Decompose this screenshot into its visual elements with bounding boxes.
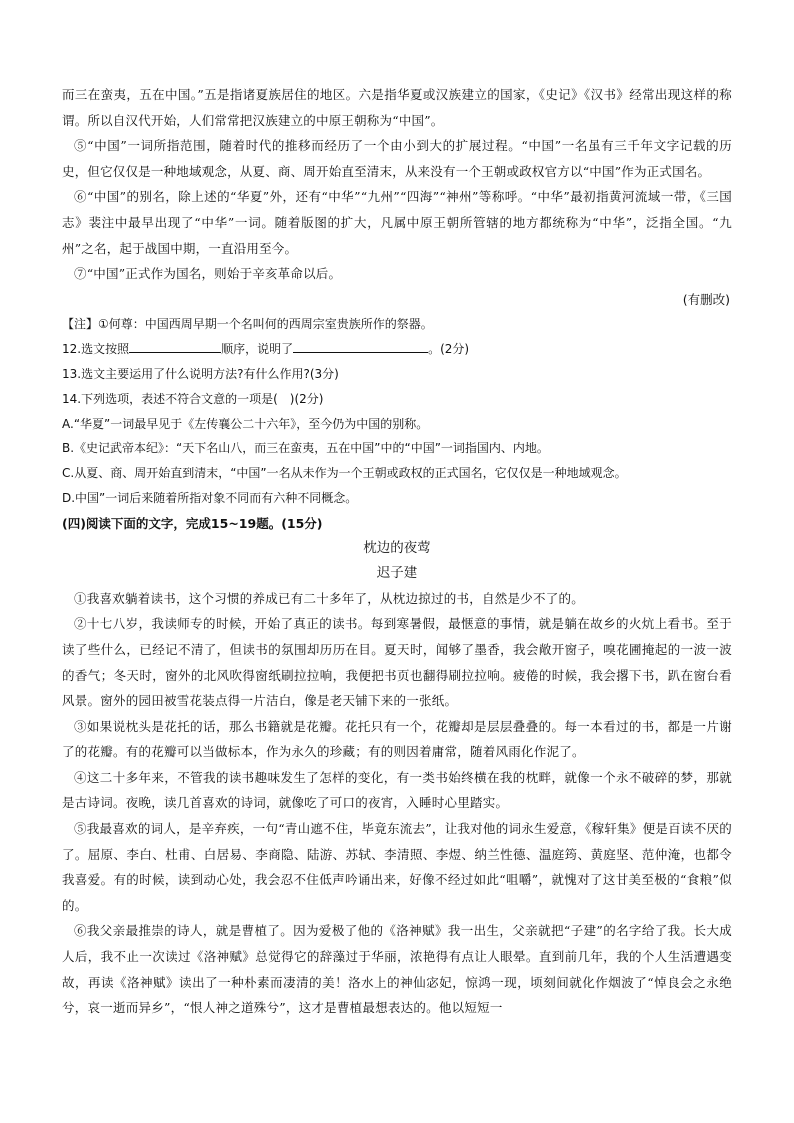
essay-paragraph: ⑥我父亲最推崇的诗人，就是曹植了。因为爱极了他的《洛神赋》我一出生，父亲就把“子建”的名字给了我。长大成人后，我不止一次读过《洛神赋》总觉得它的辞藻过于华丽，浓艳得有点让人眼晕。直到前几年，我的个人生活遭遇变故，再读《洛神赋》读出了一种朴素而凄清的美！洛水上的神仙宓妃，惊鸿一现，顷刻间就化作烟波了“悼良会之永绝兮，哀一逝而异乡”，“恨人神之道殊兮”，这才是曹植最想表达的。他以短短一 [62, 923, 732, 1016]
essay-title: 枕边的夜莺 [363, 539, 431, 556]
passage-paragraph: 而三在蛮夷，五在中国。”五是指诸夏族居住的地区。六是指华夏或汉族建立的国家，《史记》《汉书》经常出现这样的称谓。所以自汉代开始，人们常常把汉族建立的中原王朝称为“中国”。 [62, 87, 732, 128]
annotation-note: 【注】①何尊：中国西周早期一个名叫何的西周宗室贵族所作的祭器。 [62, 317, 433, 332]
essay-paragraph: ⑤我最喜欢的词人，是辛弃疾，一句“青山遮不住，毕竟东流去”，让我对他的词永生爱意，《稼轩集》便是百读不厌的了。屈原、李白、杜甫、白居易、李商隐、陆游、苏轼、李清照、李煜、纳兰性德、温庭筠、黄庭坚、范仲淹，也都令我喜爱。有的时候，读到动心处，我会忍不住低声吟诵出来，好像不经过如此“咀嚼”，就愧对了这甘美至极的“食粮”似的。 [62, 821, 732, 913]
source-note: (有删改) [682, 291, 730, 307]
answer-blank-1[interactable] [129, 340, 221, 353]
section-heading: (四)阅读下面的文字，完成15~19题。(15分) [62, 515, 323, 531]
essay-author: 迟子建 [376, 564, 418, 581]
essay-body [62, 586, 732, 1021]
questions-block [62, 312, 732, 510]
passage-paragraph-5: ⑤“中国”一词所指范围，随着时代的推移而经历了一个由小到大的扩展过程。“中国”一名虽有三千年文字记载的历史，但它仅仅是一种地域观念，从夏、商、周开始直至清末，从来没有一个王朝或政权官方以“中国”作为正式国名。 [62, 138, 732, 179]
passage-paragraph-6: ⑥“中国”的别名，除上述的“华夏”外，还有“中华”“九州”“四海”“神州”等称呼。“中华”最初指黄河流域一带，《三国志》裴注中最早出现了“中华”一词。随着版图的扩大，凡属中原王朝所管辖的地方都统称为“中华”，泛指全国。“九州”之名，起于战国中期，一直沿用至今。 [62, 189, 732, 256]
q12-text-b: 顺序，说明了 [221, 342, 294, 357]
question-14: 14.下列选项，表述不符合文意的一项是( )(2分) [62, 391, 324, 406]
essay-paragraph: ③如果说枕头是花托的话，那么书籍就是花瓣。花托只有一个，花瓣却是层层叠叠的。每一本看过的书，都是一片谢了的花瓣。有的花瓣可以当做标本，作为永久的珍藏；有的则因着庸常，随着风雨化作泥了。 [62, 718, 732, 760]
passage-paragraph-7: ⑦“中国”正式作为国名，则始于辛亥革命以后。 [74, 266, 342, 282]
answer-blank-2[interactable] [293, 340, 428, 353]
question-13: 13.选文主要运用了什么说明方法?有什么作用?(3分) [62, 366, 339, 381]
option-d: D.中国”一词后来随着所指对象不同而有六种不同概念。 [62, 490, 358, 505]
question-12 [62, 337, 732, 362]
essay-paragraph: ①我喜欢躺着读书，这个习惯的养成已有二十多年了，从枕边掠过的书，自然是少不了的。 [74, 590, 585, 606]
option-a: A.“华夏”一词最早见于《左传襄公二十六年》，至今仍为中国的别称。 [62, 416, 429, 431]
option-b: B.《史记武帝本纪》：“天下名山八，而三在蛮夷，五在中国”中的“中国”一词指国内、内地。 [62, 441, 549, 456]
passage-one [62, 82, 732, 287]
q12-text-c: 。(2分) [428, 342, 470, 357]
q12-text-a: 12.选文按照 [62, 342, 130, 357]
essay-paragraph: ④这二十多年来，不管我的读书趣味发生了怎样的变化，有一类书始终横在我的枕畔，就像一个永不破碎的梦，那就是古诗词。夜晚，读几首喜欢的诗词，就像吃了可口的夜宵，入睡时心里踏实。 [62, 769, 732, 811]
option-c: C.从夏、商、周开始直到清末，“中国”一名从未作为一个王朝或政权的正式国名，它仅仅是一种地域观念。 [62, 466, 627, 481]
essay-paragraph: ②十七八岁，我读师专的时候，开始了真正的读书。每到寒暑假，最惬意的事情，就是躺在故乡的火炕上看书。至于读了些什么，已经记不清了，但读书的氛围却历历在目。夏天时，闻够了墨香，我会敞开窗子，嗅花圃掩起的一波一波的香气；冬天时，窗外的北风吹得窗纸刷拉拉响，我便把书页也翻得刷拉拉响。疲倦的时候，我会撂下书，趴在窗台看风景。窗外的园田被雪花装点得一片洁白，像是老天铺下来的一张纸。 [62, 616, 732, 709]
